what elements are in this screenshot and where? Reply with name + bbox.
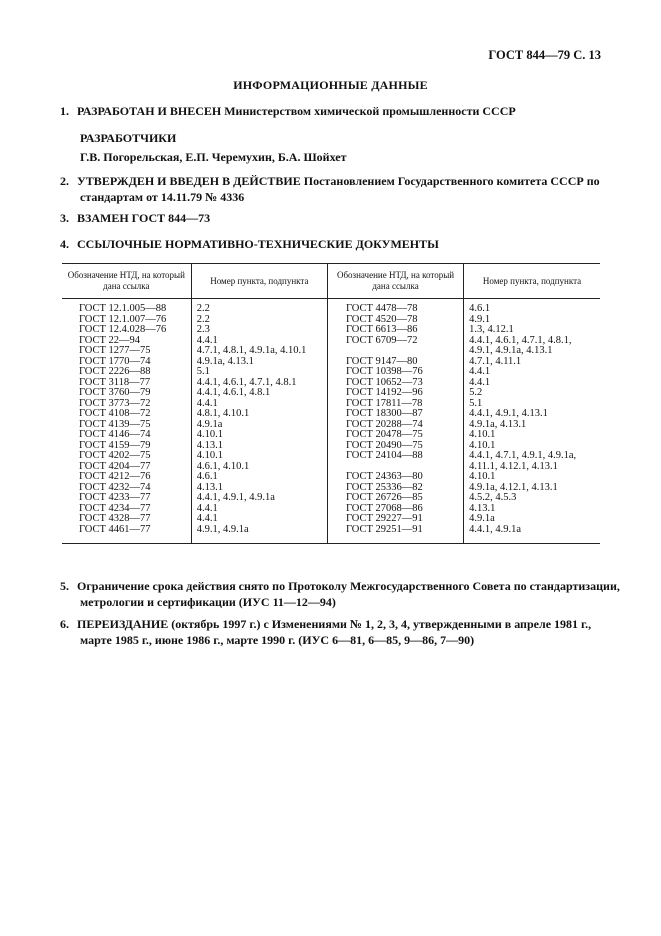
doc-designation-cell: ГОСТ 4233—77 bbox=[79, 492, 151, 503]
header-item-col-left: Номер пункта, подпункта bbox=[191, 264, 327, 299]
section-3 bbox=[60, 211, 620, 227]
doc-designation-cell: ГОСТ 4139—75 bbox=[79, 418, 151, 430]
item-number-cell: 4.4.1, 4.6.1, 4.8.1 bbox=[191, 388, 327, 399]
table-header-row bbox=[62, 264, 600, 299]
item-number-cell: 4.9.1, 4.9.1а bbox=[191, 525, 327, 544]
doc-designation-cell: ГОСТ 1770—74 bbox=[79, 355, 151, 367]
table-row bbox=[62, 514, 600, 525]
table-body bbox=[62, 299, 600, 544]
doc-designation-cell: ГОСТ 6613—86 bbox=[327, 325, 463, 336]
doc-designation-cell: ГОСТ 20288—74 bbox=[327, 420, 463, 431]
section-number: 6. bbox=[60, 617, 69, 631]
item-number-cell: 4.4.1 bbox=[191, 504, 327, 515]
section-1 bbox=[60, 104, 620, 120]
doc-designation-cell: ГОСТ 12.4.028—76 bbox=[79, 324, 167, 335]
item-number-cell: 1.3, 4.12.1 bbox=[464, 325, 600, 336]
doc-designation-cell: ГОСТ 24104—88 bbox=[327, 451, 463, 462]
section-number: 5. bbox=[60, 579, 69, 593]
doc-designation-cell: ГОСТ 27068—86 bbox=[327, 504, 463, 515]
section-2 bbox=[60, 174, 620, 205]
item-number-cell: 4.13.1 bbox=[191, 441, 327, 452]
item-number-cell: 4.10.1 bbox=[464, 430, 600, 441]
doc-designation-cell: ГОСТ 3760—79 bbox=[79, 387, 151, 398]
section-5 bbox=[60, 579, 620, 610]
section-text-continuation: стандартам от 14.11.79 № 4336 bbox=[80, 189, 245, 204]
section-text-continuation: марте 1985 г., июне 1986 г., марте 1990 г. (ИУС 6—81, 6—85, 9—86, 7—90) bbox=[80, 632, 475, 647]
table-row bbox=[62, 430, 600, 441]
section-6 bbox=[60, 617, 620, 648]
doc-designation-cell bbox=[327, 346, 463, 357]
section-heading: УТВЕРЖДЕН И ВВЕДЕН В ДЕЙСТВИЕ bbox=[77, 174, 301, 188]
item-number-cell: 4.9.1, 4.9.1а, 4.13.1 bbox=[464, 346, 600, 357]
doc-designation-cell: ГОСТ 4478—78 bbox=[327, 299, 463, 315]
section-number: 2. bbox=[60, 174, 69, 188]
item-number-cell: 4.4.1 bbox=[464, 378, 600, 389]
doc-designation-cell: ГОСТ 12.1.007—76 bbox=[79, 313, 167, 325]
item-number-cell: 4.6.1, 4.10.1 bbox=[191, 462, 327, 473]
item-number-cell: 4.4.1, 4.7.1, 4.9.1, 4.9.1а, bbox=[464, 451, 600, 462]
table-row bbox=[62, 472, 600, 483]
item-number-cell: 4.9.1а, 4.13.1 bbox=[191, 357, 327, 368]
item-number-cell: 4.4.1, 4.9.1, 4.9.1а bbox=[191, 493, 327, 504]
table-row bbox=[62, 409, 600, 420]
doc-designation-cell: ГОСТ 29227—91 bbox=[327, 514, 463, 525]
item-number-cell: 4.9.1 bbox=[464, 315, 600, 326]
item-number-cell: 5.1 bbox=[191, 367, 327, 378]
header-doc-col-right: Обозначение НТД, на который дана ссылка bbox=[327, 264, 463, 299]
doc-designation-cell: ГОСТ 4108—72 bbox=[79, 408, 151, 419]
section-number: 4. bbox=[60, 237, 69, 251]
doc-designation-cell: ГОСТ 4159—79 bbox=[79, 439, 151, 451]
table-row bbox=[62, 451, 600, 462]
developers-names: Г.В. Погорельская, Е.П. Черемухин, Б.А. Шойхет bbox=[80, 150, 347, 164]
header-item-col-right: Номер пункта, подпункта bbox=[464, 264, 600, 299]
header-doc-col-left: Обозначение НТД, на который дана ссылка bbox=[62, 264, 191, 299]
item-number-cell: 4.4.1, 4.6.1, 4.7.1, 4.8.1 bbox=[191, 378, 327, 389]
item-number-cell: 4.4.1, 4.9.1а bbox=[464, 525, 600, 544]
doc-designation-cell: ГОСТ 24363—80 bbox=[327, 472, 463, 483]
section-4 bbox=[60, 237, 620, 253]
item-number-cell: 4.4.1 bbox=[191, 336, 327, 347]
item-number-cell: 2.2 bbox=[191, 299, 327, 315]
doc-designation-cell: ГОСТ 3118—77 bbox=[79, 376, 151, 388]
section-text-continuation: метрологии и сертификации (ИУС 11—12—94) bbox=[80, 594, 336, 609]
section-heading: РАЗРАБОТАН И ВНЕСЕН bbox=[77, 104, 222, 118]
section-text: Постановлением Государственного комитета СССР по bbox=[300, 174, 600, 188]
doc-designation-cell: ГОСТ 12.1.005—88 bbox=[79, 303, 167, 314]
section-number: 1. bbox=[60, 104, 69, 118]
item-number-cell: 4.10.1 bbox=[191, 451, 327, 462]
section-text: (октябрь 1997 г.) с Изменениями № 1, 2, 3, 4, утвержденными в апреле 1981 г., bbox=[168, 617, 592, 631]
item-number-cell: 4.4.1, 4.9.1, 4.13.1 bbox=[464, 409, 600, 420]
item-number-cell: 4.9.1а, 4.12.1, 4.13.1 bbox=[464, 483, 600, 494]
section-heading: ССЫЛОЧНЫЕ НОРМАТИВНО-ТЕХНИЧЕСКИЕ ДОКУМЕНТЫ bbox=[77, 237, 439, 251]
table-row bbox=[62, 325, 600, 336]
item-number-cell: 4.4.1 bbox=[191, 514, 327, 525]
doc-designation-cell: ГОСТ 14192—96 bbox=[327, 388, 463, 399]
item-number-cell: 4.13.1 bbox=[191, 483, 327, 494]
item-number-cell: 4.9.1а, 4.13.1 bbox=[464, 420, 600, 431]
doc-designation-cell: ГОСТ 22—94 bbox=[79, 334, 141, 346]
item-number-cell: 4.9.1а bbox=[464, 514, 600, 525]
doc-designation-cell: ГОСТ 6709—72 bbox=[327, 336, 463, 347]
doc-designation-cell: ГОСТ 17811—78 bbox=[327, 399, 463, 410]
table-row bbox=[62, 493, 600, 504]
item-number-cell: 4.7.1, 4.11.1 bbox=[464, 357, 600, 368]
doc-designation-cell: ГОСТ 29251—91 bbox=[327, 525, 463, 544]
item-number-cell: 5.1 bbox=[464, 399, 600, 410]
item-number-cell: 4.7.1, 4.8.1, 4.9.1а, 4.10.1 bbox=[191, 346, 327, 357]
item-number-cell: 4.10.1 bbox=[464, 472, 600, 483]
item-number-cell: 4.10.1 bbox=[464, 441, 600, 452]
section-text: Министерством химической промышленности СССР bbox=[221, 104, 516, 118]
doc-designation-cell: ГОСТ 4202—75 bbox=[79, 450, 151, 461]
item-number-cell: 4.4.1 bbox=[464, 367, 600, 378]
doc-designation-cell: ГОСТ 20490—75 bbox=[327, 441, 463, 452]
section-text: Ограничение срока действия снято по Протоколу Межгосударственного Совета по стандартизации, bbox=[77, 579, 620, 593]
doc-designation-cell: ГОСТ 10652—73 bbox=[327, 378, 463, 389]
doc-designation-cell: ГОСТ 4461—77 bbox=[62, 525, 191, 544]
doc-designation-cell: ГОСТ 25336—82 bbox=[327, 483, 463, 494]
doc-designation-cell: ГОСТ 4204—77 bbox=[79, 460, 151, 472]
item-number-cell: 4.4.1, 4.6.1, 4.7.1, 4.8.1, bbox=[464, 336, 600, 347]
doc-designation-cell: ГОСТ 4232—74 bbox=[79, 481, 151, 493]
item-number-cell: 4.6.1 bbox=[464, 299, 600, 315]
doc-designation-cell: ГОСТ 26726—85 bbox=[327, 493, 463, 504]
doc-designation-cell: ГОСТ 10398—76 bbox=[327, 367, 463, 378]
section-heading: ПЕРЕИЗДАНИЕ bbox=[77, 617, 169, 631]
doc-designation-cell: ГОСТ 4234—77 bbox=[79, 502, 151, 514]
item-number-cell: 4.10.1 bbox=[191, 430, 327, 441]
table-row bbox=[62, 388, 600, 399]
doc-designation-cell: ГОСТ 18300—87 bbox=[327, 409, 463, 420]
doc-designation-cell: ГОСТ 2226—88 bbox=[79, 366, 151, 377]
table-row bbox=[62, 299, 600, 315]
item-number-cell: 5.2 bbox=[464, 388, 600, 399]
item-number-cell: 4.9.1а bbox=[191, 420, 327, 431]
item-number-cell: 2.3 bbox=[191, 325, 327, 336]
doc-designation-cell: ГОСТ 4146—74 bbox=[79, 429, 151, 440]
table-row bbox=[62, 525, 600, 544]
item-number-cell: 2.2 bbox=[191, 315, 327, 326]
doc-designation-cell: ГОСТ 9147—80 bbox=[327, 357, 463, 368]
doc-designation-cell: ГОСТ 3773—72 bbox=[79, 397, 151, 409]
item-number-cell: 4.13.1 bbox=[464, 504, 600, 515]
section-number: 3. bbox=[60, 211, 69, 225]
doc-designation-cell: ГОСТ 4328—77 bbox=[79, 513, 151, 524]
table-row bbox=[62, 346, 600, 357]
table-row bbox=[62, 367, 600, 378]
item-number-cell: 4.6.1 bbox=[191, 472, 327, 483]
item-number-cell: 4.8.1, 4.10.1 bbox=[191, 409, 327, 420]
doc-designation-cell: ГОСТ 20478—75 bbox=[327, 430, 463, 441]
section-heading: ВЗАМЕН ГОСТ 844—73 bbox=[77, 211, 211, 225]
document-title: ИНФОРМАЦИОННЫЕ ДАННЫЕ bbox=[233, 78, 428, 92]
doc-designation-cell: ГОСТ 4520—78 bbox=[327, 315, 463, 326]
page-header-standard-ref: ГОСТ 844—79 С. 13 bbox=[488, 48, 601, 62]
reference-documents-table bbox=[62, 263, 600, 544]
doc-designation-cell: ГОСТ 4212—76 bbox=[79, 471, 151, 482]
item-number-cell: 4.11.1, 4.12.1, 4.13.1 bbox=[464, 462, 600, 473]
developers-heading: РАЗРАБОТЧИКИ bbox=[80, 131, 177, 145]
item-number-cell: 4.5.2, 4.5.3 bbox=[464, 493, 600, 504]
doc-designation-cell: ГОСТ 1277—75 bbox=[79, 345, 151, 356]
item-number-cell: 4.4.1 bbox=[191, 399, 327, 410]
